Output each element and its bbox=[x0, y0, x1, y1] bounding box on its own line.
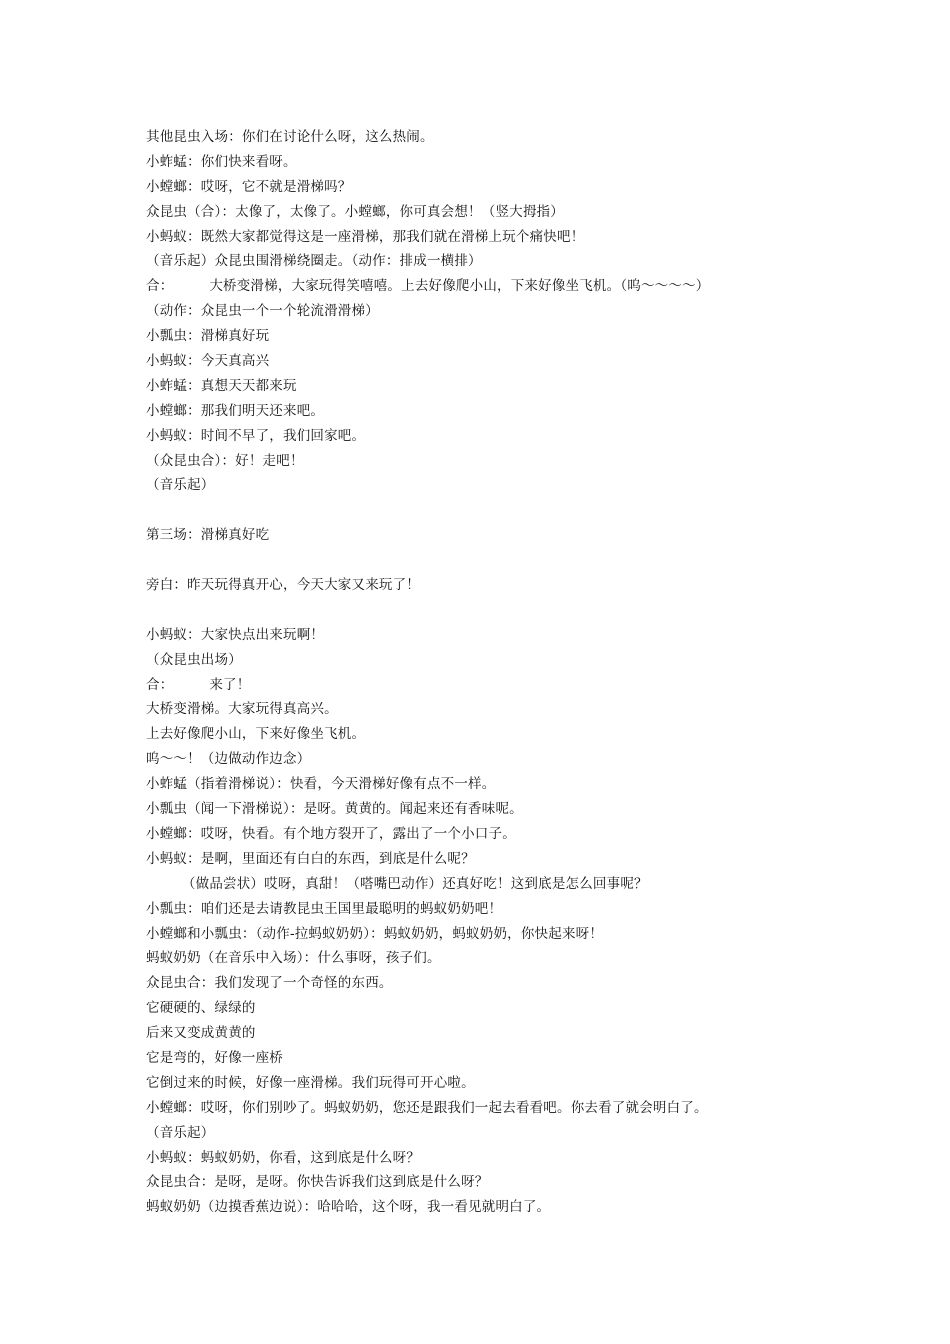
text-line: 它是弯的，好像一座桥 bbox=[146, 1049, 283, 1066]
narration-line: 旁白：昨天玩得真开心，今天大家又来玩了！ bbox=[146, 577, 420, 594]
text-line: 蚂蚁奶奶（在音乐中入场）：什么事呀，孩子们。 bbox=[146, 950, 441, 967]
blank-line bbox=[146, 498, 926, 523]
text-line: 小蚂蚁：蚂蚁奶奶，你看，这到底是什么呀？ bbox=[146, 1149, 420, 1166]
text-line: 大桥变滑梯。大家玩得真高兴。 bbox=[146, 701, 338, 718]
text-line: 小蚂蚁：大家快点出来玩啊！ bbox=[146, 626, 325, 643]
text-line: （众昆虫出场） bbox=[146, 651, 242, 668]
text-line: 小蚂蚁：时间不早了，我们回家吧。 bbox=[146, 427, 366, 444]
text-line: 呜～～！（边做动作边念） bbox=[146, 751, 311, 768]
text-line: 小蚂蚁：既然大家都觉得这是一座滑梯，那我们就在滑梯上玩个痛快吧！ bbox=[146, 228, 585, 245]
script-text-block bbox=[146, 125, 926, 1220]
text-line: 小螳螂：那我们明天还来吧。 bbox=[146, 402, 325, 419]
text-line: 合： 大桥变滑梯，大家玩得笑嘻嘻。上去好像爬小山，下来好像坐飞机。（呜～～～～） bbox=[146, 278, 710, 295]
text-line: （音乐起） bbox=[146, 477, 215, 494]
text-line: 小蚱蜢（指着滑梯说）：快看，今天滑梯好像有点不一样。 bbox=[146, 776, 496, 793]
text-line: 小瓢虫：滑梯真好玩 bbox=[146, 328, 270, 345]
text-line: （音乐起） bbox=[146, 1124, 215, 1141]
text-line: 小瓢虫：咱们还是去请教昆虫王国里最聪明的蚂蚁奶奶吧！ bbox=[146, 900, 503, 917]
scene-heading: 第三场：滑梯真好吃 bbox=[146, 527, 270, 544]
text-line: 它倒过来的时候，好像一座滑梯。我们玩得可开心啦。 bbox=[146, 1074, 475, 1091]
blank-line bbox=[146, 598, 926, 623]
text-line: 合： 来了！ bbox=[146, 676, 251, 693]
text-line: 它硬硬的、绿绿的 bbox=[146, 1000, 256, 1017]
text-line: 众昆虫合：我们发现了一个奇怪的东西。 bbox=[146, 975, 393, 992]
text-line: 小蚱蜢：你们快来看呀。 bbox=[146, 153, 297, 170]
text-line: （音乐起）众昆虫围滑梯绕圈走。（动作：排成一横排） bbox=[146, 253, 482, 270]
text-line: 小螳螂：哎呀，你们别吵了。蚂蚁奶奶，您还是跟我们一起去看看吧。你去看了就会明白了。 bbox=[146, 1099, 708, 1116]
text-line: 其他昆虫入场：你们在讨论什么呀，这么热闹。 bbox=[146, 129, 434, 145]
text-line: 上去好像爬小山，下来好像坐飞机。 bbox=[146, 726, 366, 743]
text-line: 小螳螂：哎呀，快看。有个地方裂开了，露出了一个小口子。 bbox=[146, 825, 516, 842]
blank-line bbox=[146, 548, 926, 573]
text-line: （动作：众昆虫一个一个轮流滑滑梯） bbox=[146, 303, 379, 320]
text-line: （众昆虫合）：好！走吧！ bbox=[146, 452, 304, 469]
text-line: 众昆虫合：是呀，是呀。你快告诉我们这到底是什么呀？ bbox=[146, 1174, 489, 1191]
text-line: 后来又变成黄黄的 bbox=[146, 1025, 256, 1042]
text-line: （做品尝状）哎呀，真甜！（嗒嘴巴动作）还真好吃！这到底是怎么回事呢？ bbox=[146, 875, 648, 892]
text-line: 众昆虫（合）：太像了，太像了。小螳螂，你可真会想！（竖大拇指） bbox=[146, 203, 564, 220]
text-line: 蚂蚁奶奶（边摸香蕉边说）：哈哈哈，这个呀，我一看见就明白了。 bbox=[146, 1199, 551, 1216]
text-line: 小蚱蜢：真想天天都来玩 bbox=[146, 377, 297, 394]
text-line: 小蚂蚁：是啊，里面还有白白的东西，到底是什么呢？ bbox=[146, 850, 475, 867]
text-line: 小螳螂和小瓢虫：（动作-拉蚂蚁奶奶）：蚂蚁奶奶，蚂蚁奶奶，你快起来呀！ bbox=[146, 925, 604, 942]
text-line: 小瓢虫（闻一下滑梯说）：是呀。黄黄的。闻起来还有香味呢。 bbox=[146, 801, 523, 818]
text-line: 小蚂蚁：今天真高兴 bbox=[146, 353, 270, 370]
text-line: 小螳螂：哎呀，它不就是滑梯吗？ bbox=[146, 178, 352, 195]
